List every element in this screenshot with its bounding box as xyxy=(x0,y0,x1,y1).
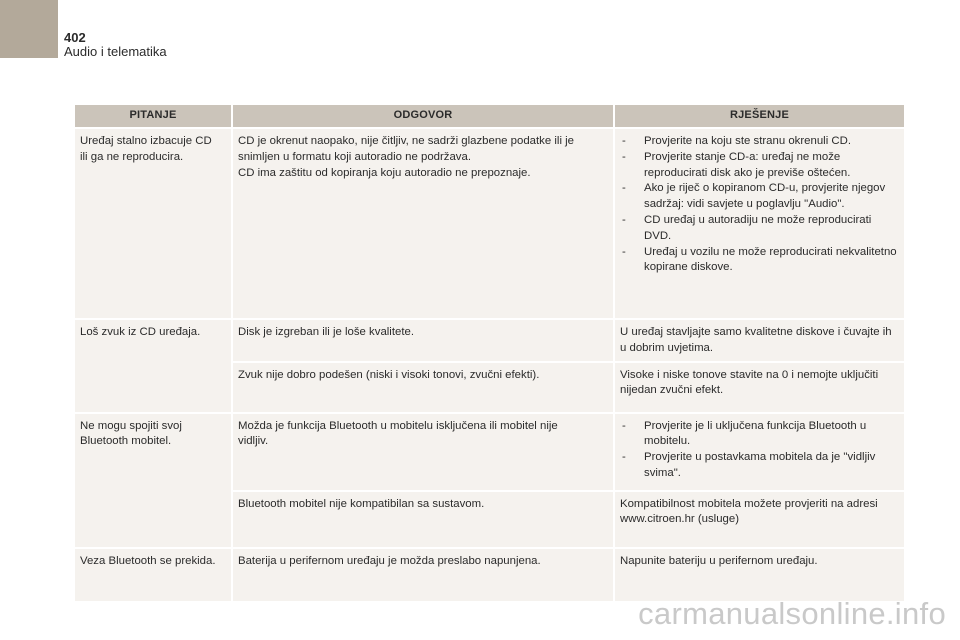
solution-text: Visoke i niske tonove stavite na 0 i nemojte uključiti nijedan zvučni efekt. xyxy=(620,368,879,397)
question-cell xyxy=(75,318,233,412)
answer-text: Možda je funkcija Bluetooth u mobitelu isključena ili mobitel nije xyxy=(238,419,558,432)
solution-cell xyxy=(615,361,904,412)
answer-text: Bluetooth mobitel nije kompatibilan sa sustavom. xyxy=(238,497,485,510)
corner-tab xyxy=(0,0,58,58)
table-row xyxy=(75,127,904,318)
question-text: Veza Bluetooth se prekida. xyxy=(80,554,216,567)
table-header-row xyxy=(75,105,904,127)
solution-cell xyxy=(615,490,904,547)
column-header-question: PITANJE xyxy=(75,105,233,127)
answer-cell xyxy=(233,412,615,490)
solution-item: - Provjerite stanje CD-a: uređaj ne može reproducirati disk ako je previše oštećen. xyxy=(620,150,900,182)
section-title: Audio i telematika xyxy=(64,44,167,59)
solution-text: U uređaj stavljajte samo kvalitetne diskove i čuvajte ih u dobrim uvjetima. xyxy=(620,326,892,354)
question-cell xyxy=(75,412,233,547)
question-text: ili ga ne reproducira. xyxy=(80,150,184,163)
question-cell xyxy=(75,547,233,601)
answer-cell xyxy=(233,490,615,547)
answer-text: vidljiv. xyxy=(238,435,269,448)
table-row xyxy=(75,412,904,490)
column-header-solution: RJEŠENJE xyxy=(615,105,904,127)
solution-text: Napunite bateriju u perifernom uređaju. xyxy=(620,554,818,567)
solution-item: - Provjerite na koju ste stranu okrenuli CD. xyxy=(620,134,900,150)
table-row xyxy=(75,318,904,361)
page-number: 402 xyxy=(64,30,86,45)
answer-text: CD je okrenut naopako, nije čitljiv, ne sadrži glazbene podatke ili je xyxy=(238,135,575,147)
watermark: carmanualsonline.info xyxy=(638,596,946,631)
solution-cell xyxy=(615,318,904,361)
solution-item: - Ako je riječ o kopiranom CD-u, provjerite njegov sadržaj: vidi savjete u poglavlju "Audio". xyxy=(620,181,900,213)
solution-item: - Provjerite u postavkama mobitela da je "vidljiv svima". xyxy=(620,450,900,482)
solution-cell xyxy=(615,127,904,318)
answer-cell xyxy=(233,127,615,318)
answer-cell xyxy=(233,318,615,361)
troubleshooting-table xyxy=(75,105,904,601)
column-header-answer: ODGOVOR xyxy=(233,105,615,127)
solution-cell xyxy=(615,412,904,490)
question-text: Bluetooth mobitel. xyxy=(80,435,172,448)
solution-cell xyxy=(615,547,904,601)
question-cell xyxy=(75,127,233,318)
solution-list xyxy=(620,134,900,276)
solution-item: - CD uređaj u autoradiju ne može reproducirati DVD. xyxy=(620,213,900,245)
solution-item: - Provjerite je li uključena funkcija Bluetooth u mobitelu. xyxy=(620,419,900,451)
answer-text: Disk je izgreban ili je loše kvalitete. xyxy=(238,326,414,338)
question-text: Loš zvuk iz CD uređaja. xyxy=(80,326,201,338)
answer-cell xyxy=(233,547,615,601)
troubleshooting-table-wrap xyxy=(75,105,904,601)
answer-text: Baterija u perifernom uređaju je možda preslabo napunjena. xyxy=(238,554,541,567)
solution-item: - Uređaj u vozilu ne može reproducirati nekvalitetno kopirane diskove. xyxy=(620,245,900,277)
solution-text: Kompatibilnost mobitela možete provjeriti na adresi www.citroen.hr (usluge) xyxy=(620,497,878,526)
question-text: Uređaj stalno izbacuje CD xyxy=(80,135,212,147)
answer-text: snimljen u formatu koji autoradio ne podržava. xyxy=(238,150,472,163)
table-row xyxy=(75,547,904,601)
answer-cell xyxy=(233,361,615,412)
question-text: Ne mogu spojiti svoj xyxy=(80,419,182,432)
answer-text: CD ima zaštitu od kopiranja koju autoradio ne prepoznaje. xyxy=(238,166,531,179)
solution-list xyxy=(620,419,900,482)
answer-text: Zvuk nije dobro podešen (niski i visoki tonovi, zvučni efekti). xyxy=(238,368,540,381)
